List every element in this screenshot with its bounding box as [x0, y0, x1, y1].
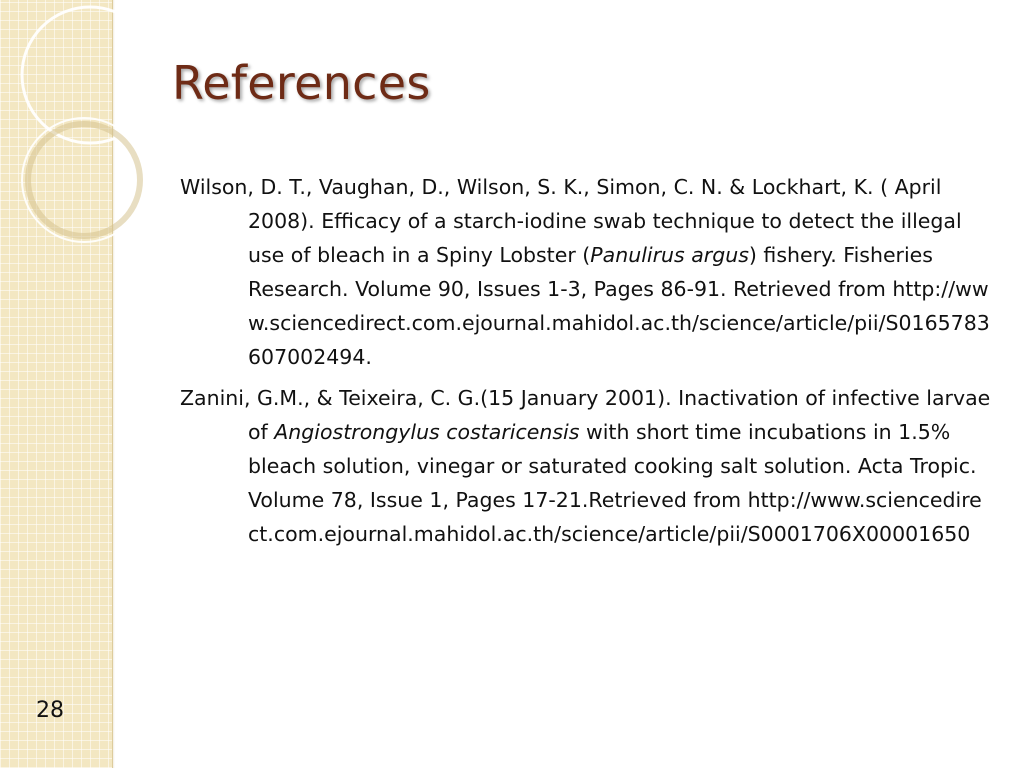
- slide-title: References: [172, 56, 431, 110]
- decorative-ring-small: [22, 118, 146, 242]
- decorative-ring-shadow: [28, 124, 140, 236]
- reference-list: [180, 170, 992, 558]
- species-name: Panulirus argus: [590, 243, 749, 267]
- page-number: 28: [36, 698, 64, 723]
- reference-url[interactable]: http://www.sciencedirect.com.ejournal.mahidol.ac.th/science/article/pii/S0165783607002494: [248, 277, 990, 369]
- reference-title: Efficacy of a starch-iodine swab technique to detect the illegal use of bleach in a Spiny Lobster (: [248, 209, 962, 267]
- reference-date: (15 January 2001).: [480, 386, 679, 410]
- reference-url[interactable]: http://www.sciencedirect.com.ejournal.mahidol.ac.th/science/article/pii/S0001706X00001650: [248, 488, 982, 546]
- reference-item: [180, 170, 992, 374]
- reference-source: Acta Tropic. Volume 78, Issue 1, Pages 17-21.Retrieved from: [248, 454, 977, 512]
- reference-date: ( April 2008).: [248, 175, 942, 233]
- reference-end: .: [365, 345, 372, 369]
- decorative-rings: [0, 0, 160, 260]
- reference-title-end: ) fishery.: [748, 243, 844, 267]
- reference-authors: Wilson, D. T., Vaughan, D., Wilson, S. K., Simon, C. N. & Lockhart, K.: [180, 175, 874, 199]
- reference-title-end: with short time incubations in 1.5% bleach solution, vinegar or saturated cooking salt solution.: [248, 420, 951, 478]
- reference-title: Inactivation of infective larvae of: [248, 386, 991, 444]
- reference-item: [180, 381, 992, 551]
- reference-source: Fisheries Research. Volume 90, Issues 1-3, Pages 86-91. Retrieved from: [248, 243, 933, 301]
- reference-authors: Zanini, G.M., & Teixeira, C. G.: [180, 386, 481, 410]
- species-name: Angiostrongylus costaricensis: [274, 420, 580, 444]
